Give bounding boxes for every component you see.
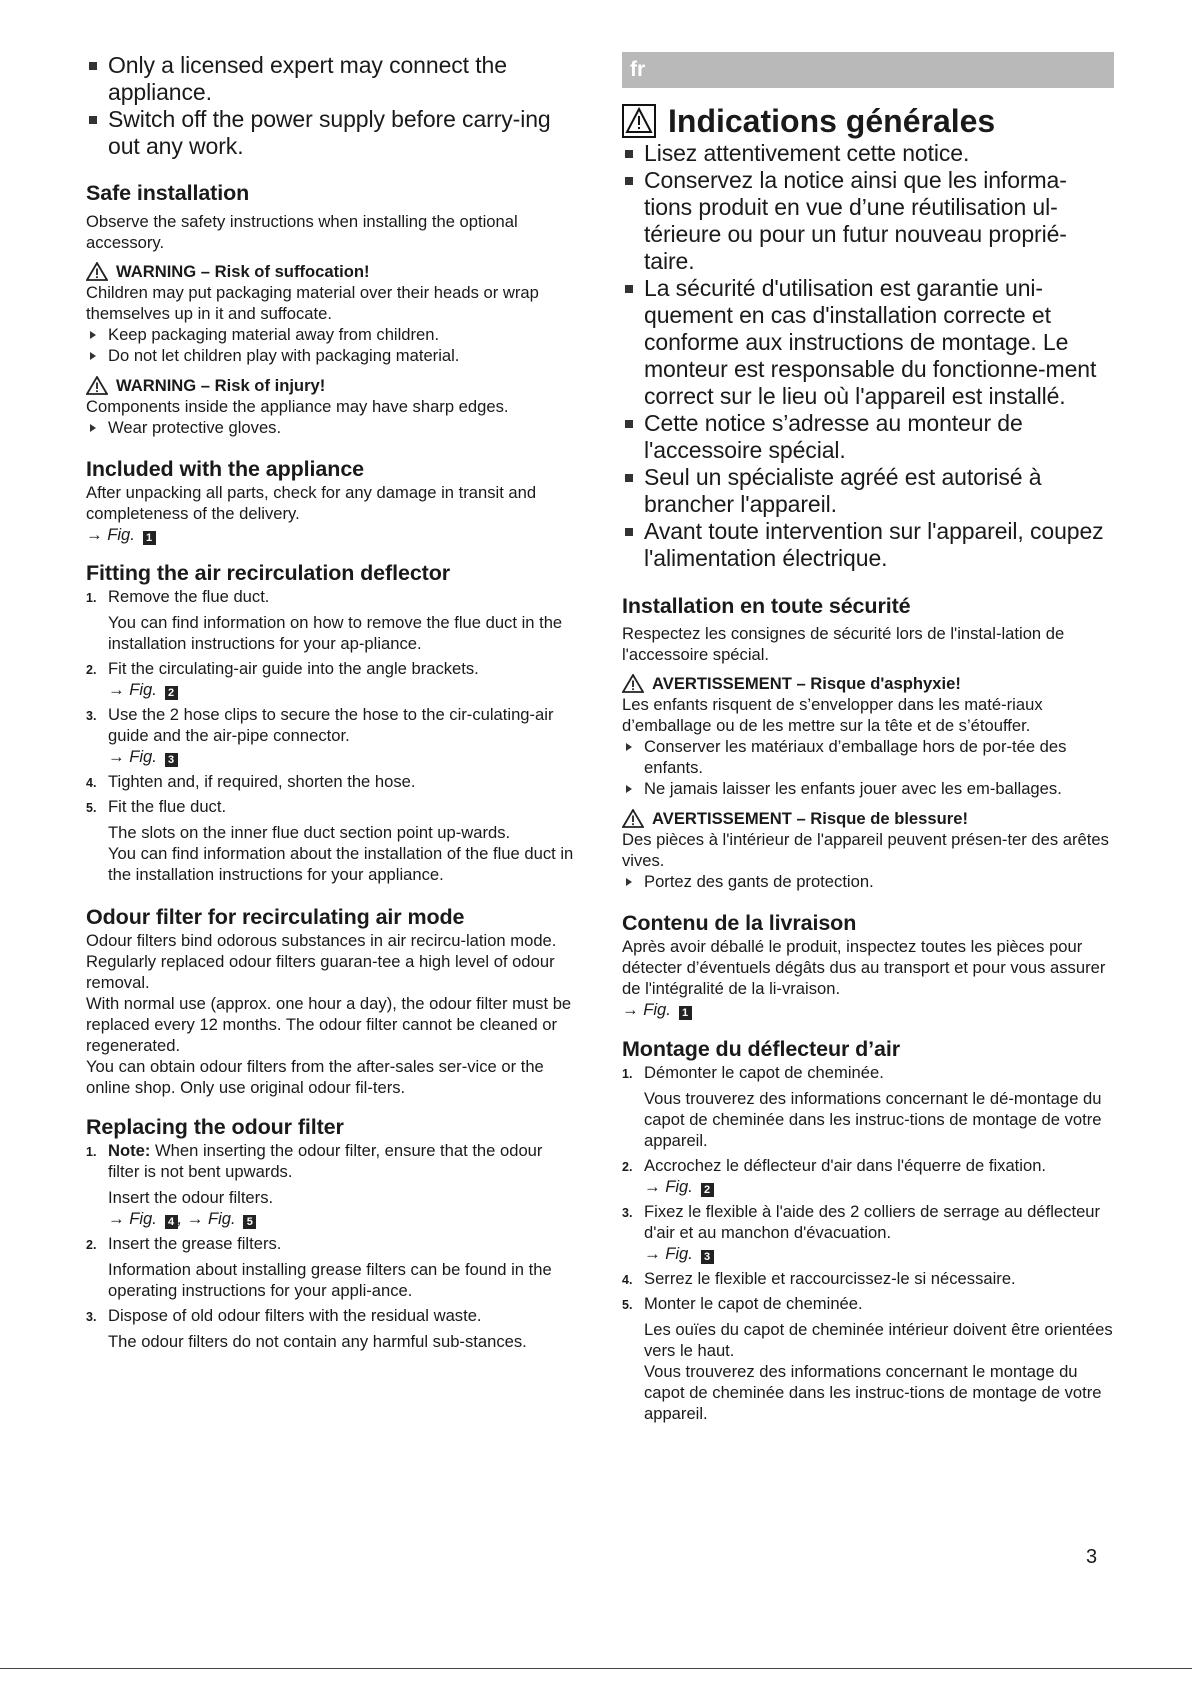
fitting-steps (86, 586, 578, 885)
step-item: 3. Fixez le flexible à l'aide des 2 colliers de serrage au déflecteur d'air et au manchon d'évacuation. → Fig. 3 (622, 1201, 1114, 1264)
step-detail: Vous trouverez des informations concernant le montage du capot de cheminée dans les instruc-tions de montage de votre appareil. (644, 1362, 1102, 1423)
left-column (86, 52, 578, 1352)
step-item: 1. Démonter le capot de cheminée. Vous trouverez des informations concernant le dé-montage du capot de cheminée dans les instruc-tions de montage de votre appareil. (622, 1062, 1114, 1151)
figure-reference: → Fig. 2 (108, 679, 578, 700)
odour-paragraph: Odour filters bind odorous substances in air recircu-lation mode. Regularly replaced odour filters guaran-tee a high level of odour removal. (86, 931, 557, 992)
section-heading-odour-filter: Odour filter for recirculating air mode (86, 905, 465, 929)
general-bullet-list (622, 140, 1114, 572)
warning-injury-title-fr (622, 808, 1114, 829)
figure-number-badge: 2 (165, 686, 178, 700)
section-heading-montage: Montage du déflecteur d’air (622, 1037, 901, 1061)
safe-installation-intro: Observe the safety instructions when installing the optional accessory. (86, 212, 518, 252)
language-bar: fr (622, 52, 1114, 88)
step-item: 1. Note: When inserting the odour filter, ensure that the odour filter is not bent upwards. Insert the odour filters. → Fig. 4 , → Fig. 5 (86, 1140, 578, 1229)
warning-triangle-icon (622, 674, 644, 693)
list-item: Conserver les matériaux d’emballage hors de por-tée des enfants. (622, 736, 1114, 778)
right-column (622, 52, 1114, 1424)
warning-title-text: AVERTISSEMENT – Risque d'asphyxie! (652, 674, 961, 693)
list-item: Do not let children play with packaging material. (86, 345, 578, 366)
intro-bullet-list (86, 52, 578, 160)
warning-triangle-icon (86, 262, 108, 281)
step-detail: Insert the odour filters. (108, 1188, 274, 1207)
figure-reference: → Fig. 3 (108, 746, 578, 767)
warning-title-text: WARNING – Risk of suffocation! (116, 262, 370, 281)
included-text: After unpacking all parts, check for any damage in transit and completeness of the delivery. (86, 483, 537, 523)
step-detail: You can find information on how to remove the flue duct in the installation instructions for your ap-pliance. (108, 613, 563, 653)
warning-asphyxia-text: Les enfants risquent de s’envelopper dans les maté-riaux d’emballage ou de les mettre sur la tête et de s’étouffer. (622, 695, 1043, 735)
step-item: 4. Serrez le flexible et raccourcissez-le si nécessaire. (622, 1269, 1016, 1288)
figure-number-badge: 4 (165, 1215, 178, 1229)
warning-asphyxia-actions (622, 736, 1114, 799)
step-item: 3. Use the 2 hose clips to secure the hose to the cir-culating-air guide and the air-pipe connector. → Fig. 3 (86, 704, 578, 767)
list-item: Avant toute intervention sur l'appareil, coupez l'alimentation électrique. (622, 518, 1114, 572)
list-item: Portez des gants de protection. (622, 871, 1114, 892)
step-detail: Information about installing grease filters can be found in the operating instructions for your appli-ance. (108, 1260, 552, 1300)
safe-installation-intro-fr: Respectez les consignes de sécurité lors de l'instal-lation de l'accessoire spécial. (622, 624, 1065, 664)
list-item: Only a licensed expert may connect the appliance. (86, 52, 578, 106)
list-item: Conservez la notice ainsi que les informa-tions produit en vue d’une réutilisation ul-térieure ou pour un futur nouveau proprié-taire. (622, 167, 1114, 275)
warning-injury-actions (86, 417, 578, 438)
section-heading-safe-installation: Safe installation (86, 181, 250, 205)
warning-triangle-icon (86, 376, 108, 395)
section-heading-included: Included with the appliance (86, 457, 365, 481)
warning-injury-title (86, 375, 578, 396)
warning-suffocation-actions (86, 324, 578, 366)
step-item: 5. Fit the flue duct. The slots on the inner flue duct section point up-wards. You can find information about the installation of the flue duct in the installation instructions for your appliance. (86, 796, 578, 885)
list-item: Keep packaging material away from children. (86, 324, 578, 345)
warning-triangle-icon (622, 809, 644, 828)
warning-suffocation-text: Children may put packaging material over their heads or wrap themselves up in it and suffocate. (86, 283, 539, 323)
step-detail: The slots on the inner flue duct section point up-wards. (108, 823, 511, 842)
contents-text: Après avoir déballé le produit, inspectez toutes les pièces pour détecter d’éventuels dégâts dus au transport et pour vous assurer de l'intégralité de la li-vraison. (622, 937, 1106, 998)
list-item: La sécurité d'utilisation est garantie uni-quement en cas d'installation correcte et conforme aux instructions de montage. Le monteur est responsable du fonctionne-ment correct sur le lieu où l'appareil est installé. (622, 275, 1114, 410)
list-item: Wear protective gloves. (86, 417, 578, 438)
section-heading-contents: Contenu de la livraison (622, 911, 857, 935)
figure-reference: → Fig. 4 , → Fig. 5 (108, 1208, 578, 1229)
page-title (622, 102, 1114, 140)
step-detail: Vous trouverez des informations concernant le dé-montage du capot de cheminée dans les instruc-tions de montage de votre appareil. (644, 1089, 1102, 1150)
figure-number-badge: 3 (165, 753, 178, 767)
figure-number-badge: 1 (679, 1006, 692, 1020)
warning-injury-actions-fr (622, 871, 1114, 892)
step-item: 4. Tighten and, if required, shorten the hose. (86, 772, 416, 791)
warning-asphyxia-title (622, 673, 1114, 694)
section-heading-replacing-filter: Replacing the odour filter (86, 1115, 344, 1139)
step-item: 1. Remove the flue duct. You can find information on how to remove the flue duct in the installation instructions for your ap-pliance. (86, 586, 578, 654)
warning-title-text: WARNING – Risk of injury! (116, 376, 326, 395)
figure-reference: → Fig. 3 (644, 1243, 1114, 1264)
warning-injury-text-fr: Des pièces à l'intérieur de l'appareil peuvent présen-ter des arêtes vives. (622, 830, 1109, 870)
section-heading-fitting: Fitting the air recirculation deflector (86, 561, 451, 585)
figure-number-badge: 3 (701, 1250, 714, 1264)
figure-number-badge: 1 (143, 531, 156, 545)
warning-title-text: AVERTISSEMENT – Risque de blessure! (652, 809, 968, 828)
figure-reference: → Fig. 1 (86, 524, 578, 545)
list-item: Lisez attentivement cette notice. (622, 140, 1114, 167)
list-item: Seul un spécialiste agréé est autorisé à brancher l'appareil. (622, 464, 1114, 518)
odour-paragraph: You can obtain odour filters from the after-sales ser-vice or the online shop. Only use original odour fil-ters. (86, 1057, 544, 1097)
step-item: 2. Fit the circulating-air guide into the angle brackets. → Fig. 2 (86, 658, 578, 700)
step-item: 2. Insert the grease filters. Information about installing grease filters can be found in the operating instructions for your appli-ance. (86, 1233, 578, 1301)
list-item: Switch off the power supply before carry-ing out any work. (86, 106, 578, 160)
page-title-text: Indications générales (668, 103, 996, 139)
warning-box-icon (622, 104, 656, 138)
step-detail: Les ouïes du capot de cheminée intérieur doivent être orientées vers le haut. (644, 1320, 1113, 1360)
figure-reference: → Fig. 1 (622, 999, 1114, 1020)
step-item: 3. Dispose of old odour filters with the residual waste. The odour filters do not contain any harmful sub-stances. (86, 1305, 578, 1352)
figure-number-badge: 5 (243, 1215, 256, 1229)
warning-injury-text: Components inside the appliance may have sharp edges. (86, 397, 509, 416)
step-detail: The odour filters do not contain any harmful sub-stances. (108, 1332, 527, 1351)
page-number: 3 (1086, 1546, 1098, 1568)
figure-reference: → Fig. 2 (644, 1176, 1114, 1197)
warning-suffocation-title (86, 261, 578, 282)
section-heading-safe-installation-fr: Installation en toute sécurité (622, 594, 911, 618)
replacing-steps (86, 1140, 578, 1352)
odour-paragraph: With normal use (approx. one hour a day), the odour filter must be replaced every 12 months. The odour filter cannot be cleaned or regenerated. (86, 994, 572, 1055)
step-item: 5. Monter le capot de cheminée. Les ouïes du capot de cheminée intérieur doivent être orientées vers le haut. Vous trouverez des informations concernant le montage du capot de cheminée dans les instruc-tions de montage de votre appareil. (622, 1294, 1113, 1423)
montage-steps (622, 1062, 1114, 1424)
footer-divider (0, 1668, 1192, 1669)
list-item: Cette notice s’adresse au monteur de l'accessoire spécial. (622, 410, 1114, 464)
step-detail: You can find information about the installation of the flue duct in the installation instructions for your appliance. (108, 844, 574, 884)
figure-number-badge: 2 (701, 1183, 714, 1197)
list-item: Ne jamais laisser les enfants jouer avec les em-ballages. (622, 778, 1114, 799)
step-item: 2. Accrochez le déflecteur d'air dans l'équerre de fixation. → Fig. 2 (622, 1155, 1114, 1197)
note-label: Note: (108, 1141, 151, 1160)
